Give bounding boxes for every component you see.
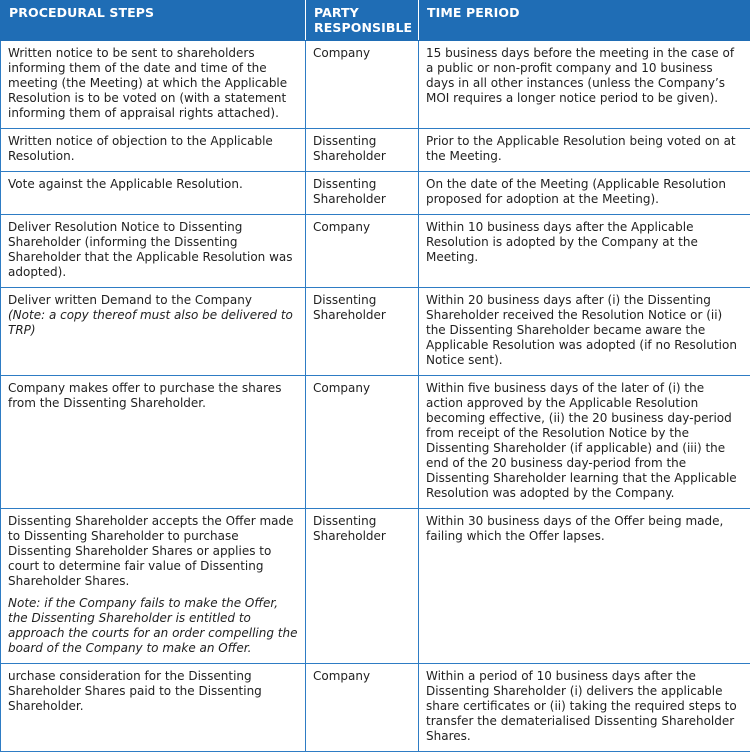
time-cell: Prior to the Applicable Resolution being voted on at the Meeting. — [419, 129, 750, 172]
step-cell: Vote against the Applicable Resolution. — [1, 172, 306, 215]
table-row — [1, 664, 750, 752]
party-cell: Dissenting Shareholder — [306, 288, 419, 376]
table-row — [1, 215, 750, 288]
party-cell: Company — [306, 376, 419, 509]
party-cell: Dissenting Shareholder — [306, 172, 419, 215]
time-cell: Within 20 business days after (i) the Dissenting Shareholder received the Resolution Notice or (ii) the Dissenting Shareholder became aware the Applicable Resolution was adopted (if no Resolution Notice sent). — [419, 288, 750, 376]
table-row — [1, 288, 750, 376]
party-cell: Company — [306, 664, 419, 752]
step-note: Note: if the Company fails to make the Offer, the Dissenting Shareholder is entitled to approach the courts for an order compelling the board of the Company to make an Offer. — [8, 596, 299, 656]
step-note: (Note: a copy thereof must also be delivered to TRP) — [8, 308, 299, 338]
time-cell: Within 10 business days after the Applicable Resolution is adopted by the Company at the Meeting. — [419, 215, 750, 288]
step-text: Dissenting Shareholder accepts the Offer made to Dissenting Shareholder to purchase Dissenting Shareholder Shares or applies to court to determine fair value of Dissenting Shareholder Shares. — [8, 514, 294, 588]
time-cell: On the date of the Meeting (Applicable Resolution proposed for adoption at the Meeting). — [419, 172, 750, 215]
table-row — [1, 41, 750, 129]
time-cell: Within five business days of the later of (i) the action approved by the Applicable Resolution becoming effective, (ii) the 20 business day-period from receipt of the Resolution Notice by the Dissenting Shareholder (if applicable) and (iii) the end of the 20 business day-period from the Dissenting Shareholder learning that the Applicable Resolution was adopted by the Company. — [419, 376, 750, 509]
table-header-row — [1, 1, 750, 41]
step-cell: Written notice to be sent to shareholders informing them of the date and time of the meeting (the Meeting) at which the Applicable Resolution is to be voted on (with a statement informing them of appraisal rights attached). — [1, 41, 306, 129]
header-time-period: TIME PERIOD — [419, 1, 750, 41]
step-cell: Company makes offer to purchase the shares from the Dissenting Shareholder. — [1, 376, 306, 509]
step-cell — [1, 509, 306, 664]
step-text: Deliver written Demand to the Company — [8, 293, 252, 307]
time-cell: Within 30 business days of the Offer being made, failing which the Offer lapses. — [419, 509, 750, 664]
table-row — [1, 172, 750, 215]
step-cell: urchase consideration for the Dissenting Shareholder Shares paid to the Dissenting Shareholder. — [1, 664, 306, 752]
party-cell: Company — [306, 215, 419, 288]
step-cell: Deliver Resolution Notice to Dissenting Shareholder (informing the Dissenting Shareholder that the Applicable Resolution was adopted). — [1, 215, 306, 288]
table-row — [1, 129, 750, 172]
party-cell: Company — [306, 41, 419, 129]
table-row — [1, 376, 750, 509]
step-cell: Written notice of objection to the Applicable Resolution. — [1, 129, 306, 172]
table-row — [1, 509, 750, 664]
time-cell: 15 business days before the meeting in the case of a public or non-profit company and 10 business days in all other instances (unless the Company’s MOI requires a longer notice period to be given). — [419, 41, 750, 129]
party-cell: Dissenting Shareholder — [306, 129, 419, 172]
time-cell: Within a period of 10 business days after the Dissenting Shareholder (i) delivers the applicable share certificates or (ii) taking the required steps to transfer the dematerialised Dissenting Shareholder Shares. — [419, 664, 750, 752]
step-cell — [1, 288, 306, 376]
header-procedural-steps: PROCEDURAL STEPS — [1, 1, 306, 41]
party-cell: Dissenting Shareholder — [306, 509, 419, 664]
header-party-responsible: PARTY RESPONSIBLE — [306, 1, 419, 41]
